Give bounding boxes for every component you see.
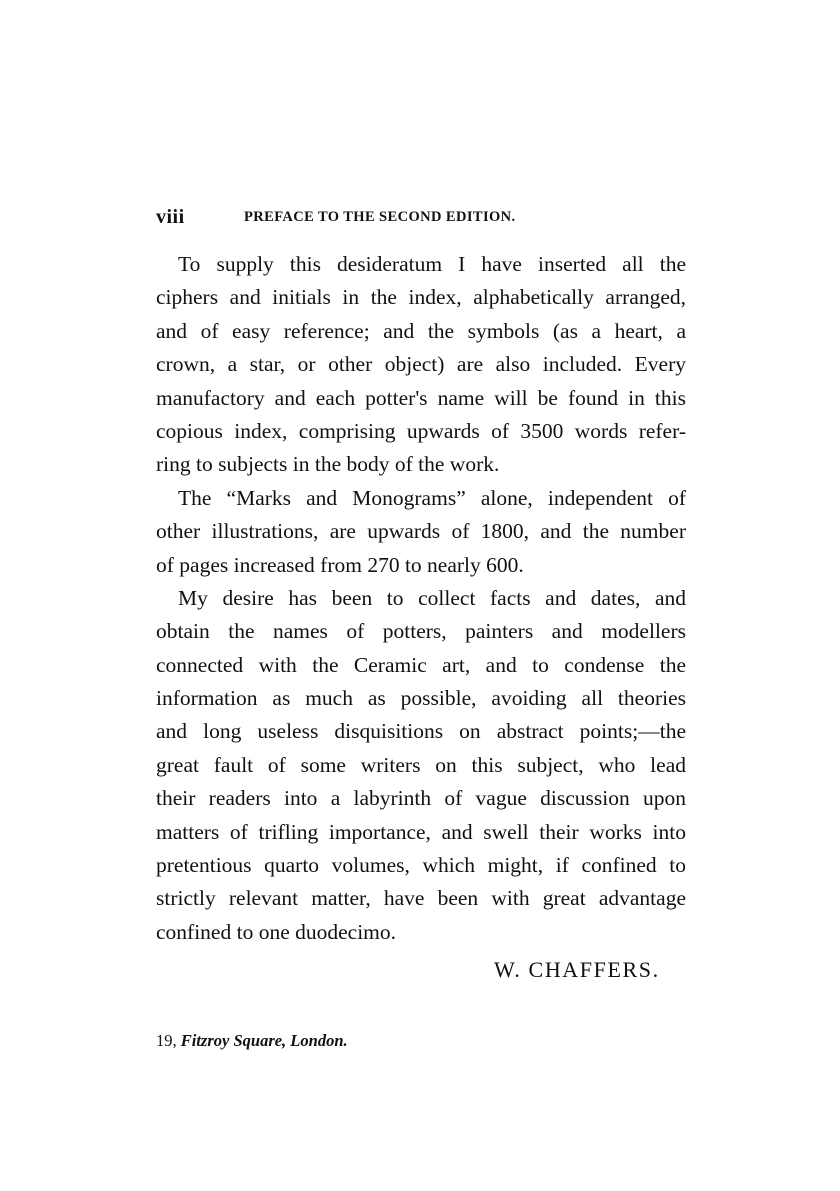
page-number: viii [156, 206, 185, 228]
address-line [156, 1031, 348, 1051]
text-line: information as much as possible, avoiding all theories [156, 686, 686, 711]
text-line: of pages increased from 270 to nearly 600. [156, 552, 524, 577]
running-title: PREFACE TO THE SECOND EDITION. [244, 209, 516, 225]
text-line: their readers into a labyrinth of vague discussion upon [156, 786, 686, 811]
text-line: and of easy reference; and the symbols (as a heart, a [156, 318, 686, 343]
text-line: obtain the names of potters, painters and modellers [156, 619, 686, 644]
text-line: ring to subjects in the body of the work. [156, 452, 500, 477]
text-line: The “Marks and Monograms” alone, independent of [178, 485, 686, 510]
text-line: and long useless disquisitions on abstract points;—the [156, 719, 686, 744]
text-line: other illustrations, are upwards of 1800, and the number [156, 519, 686, 544]
text-line: manufactory and each potter's name will be found in this [156, 385, 686, 410]
body-text [156, 248, 686, 949]
author-signature: W. CHAFFERS. [494, 957, 660, 982]
text-line: strictly relevant matter, have been with great advantage [156, 886, 686, 911]
text-line: connected with the Ceramic art, and to condense the [156, 652, 686, 677]
text-line: copious index, comprising upwards of 3500 words refer- [156, 418, 686, 443]
address-place: Fitzroy Square, London. [180, 1031, 348, 1050]
running-header [156, 206, 686, 230]
text-line: matters of trifling importance, and swell their works into [156, 819, 686, 844]
text-line: crown, a star, or other object) are also included. Every [156, 352, 686, 377]
address-number: 19, [156, 1031, 177, 1050]
text-line: To supply this desideratum I have inserted all the [178, 252, 686, 276]
text-line: confined to one duodecimo. [156, 919, 397, 944]
text-line: pretentious quarto volumes, which might, if confined to [156, 853, 686, 878]
text-line: My desire has been to collect facts and dates, and [178, 585, 686, 610]
text-line: great fault of some writers on this subject, who lead [156, 752, 686, 777]
text-line: ciphers and initials in the index, alphabetically arranged, [156, 285, 686, 310]
